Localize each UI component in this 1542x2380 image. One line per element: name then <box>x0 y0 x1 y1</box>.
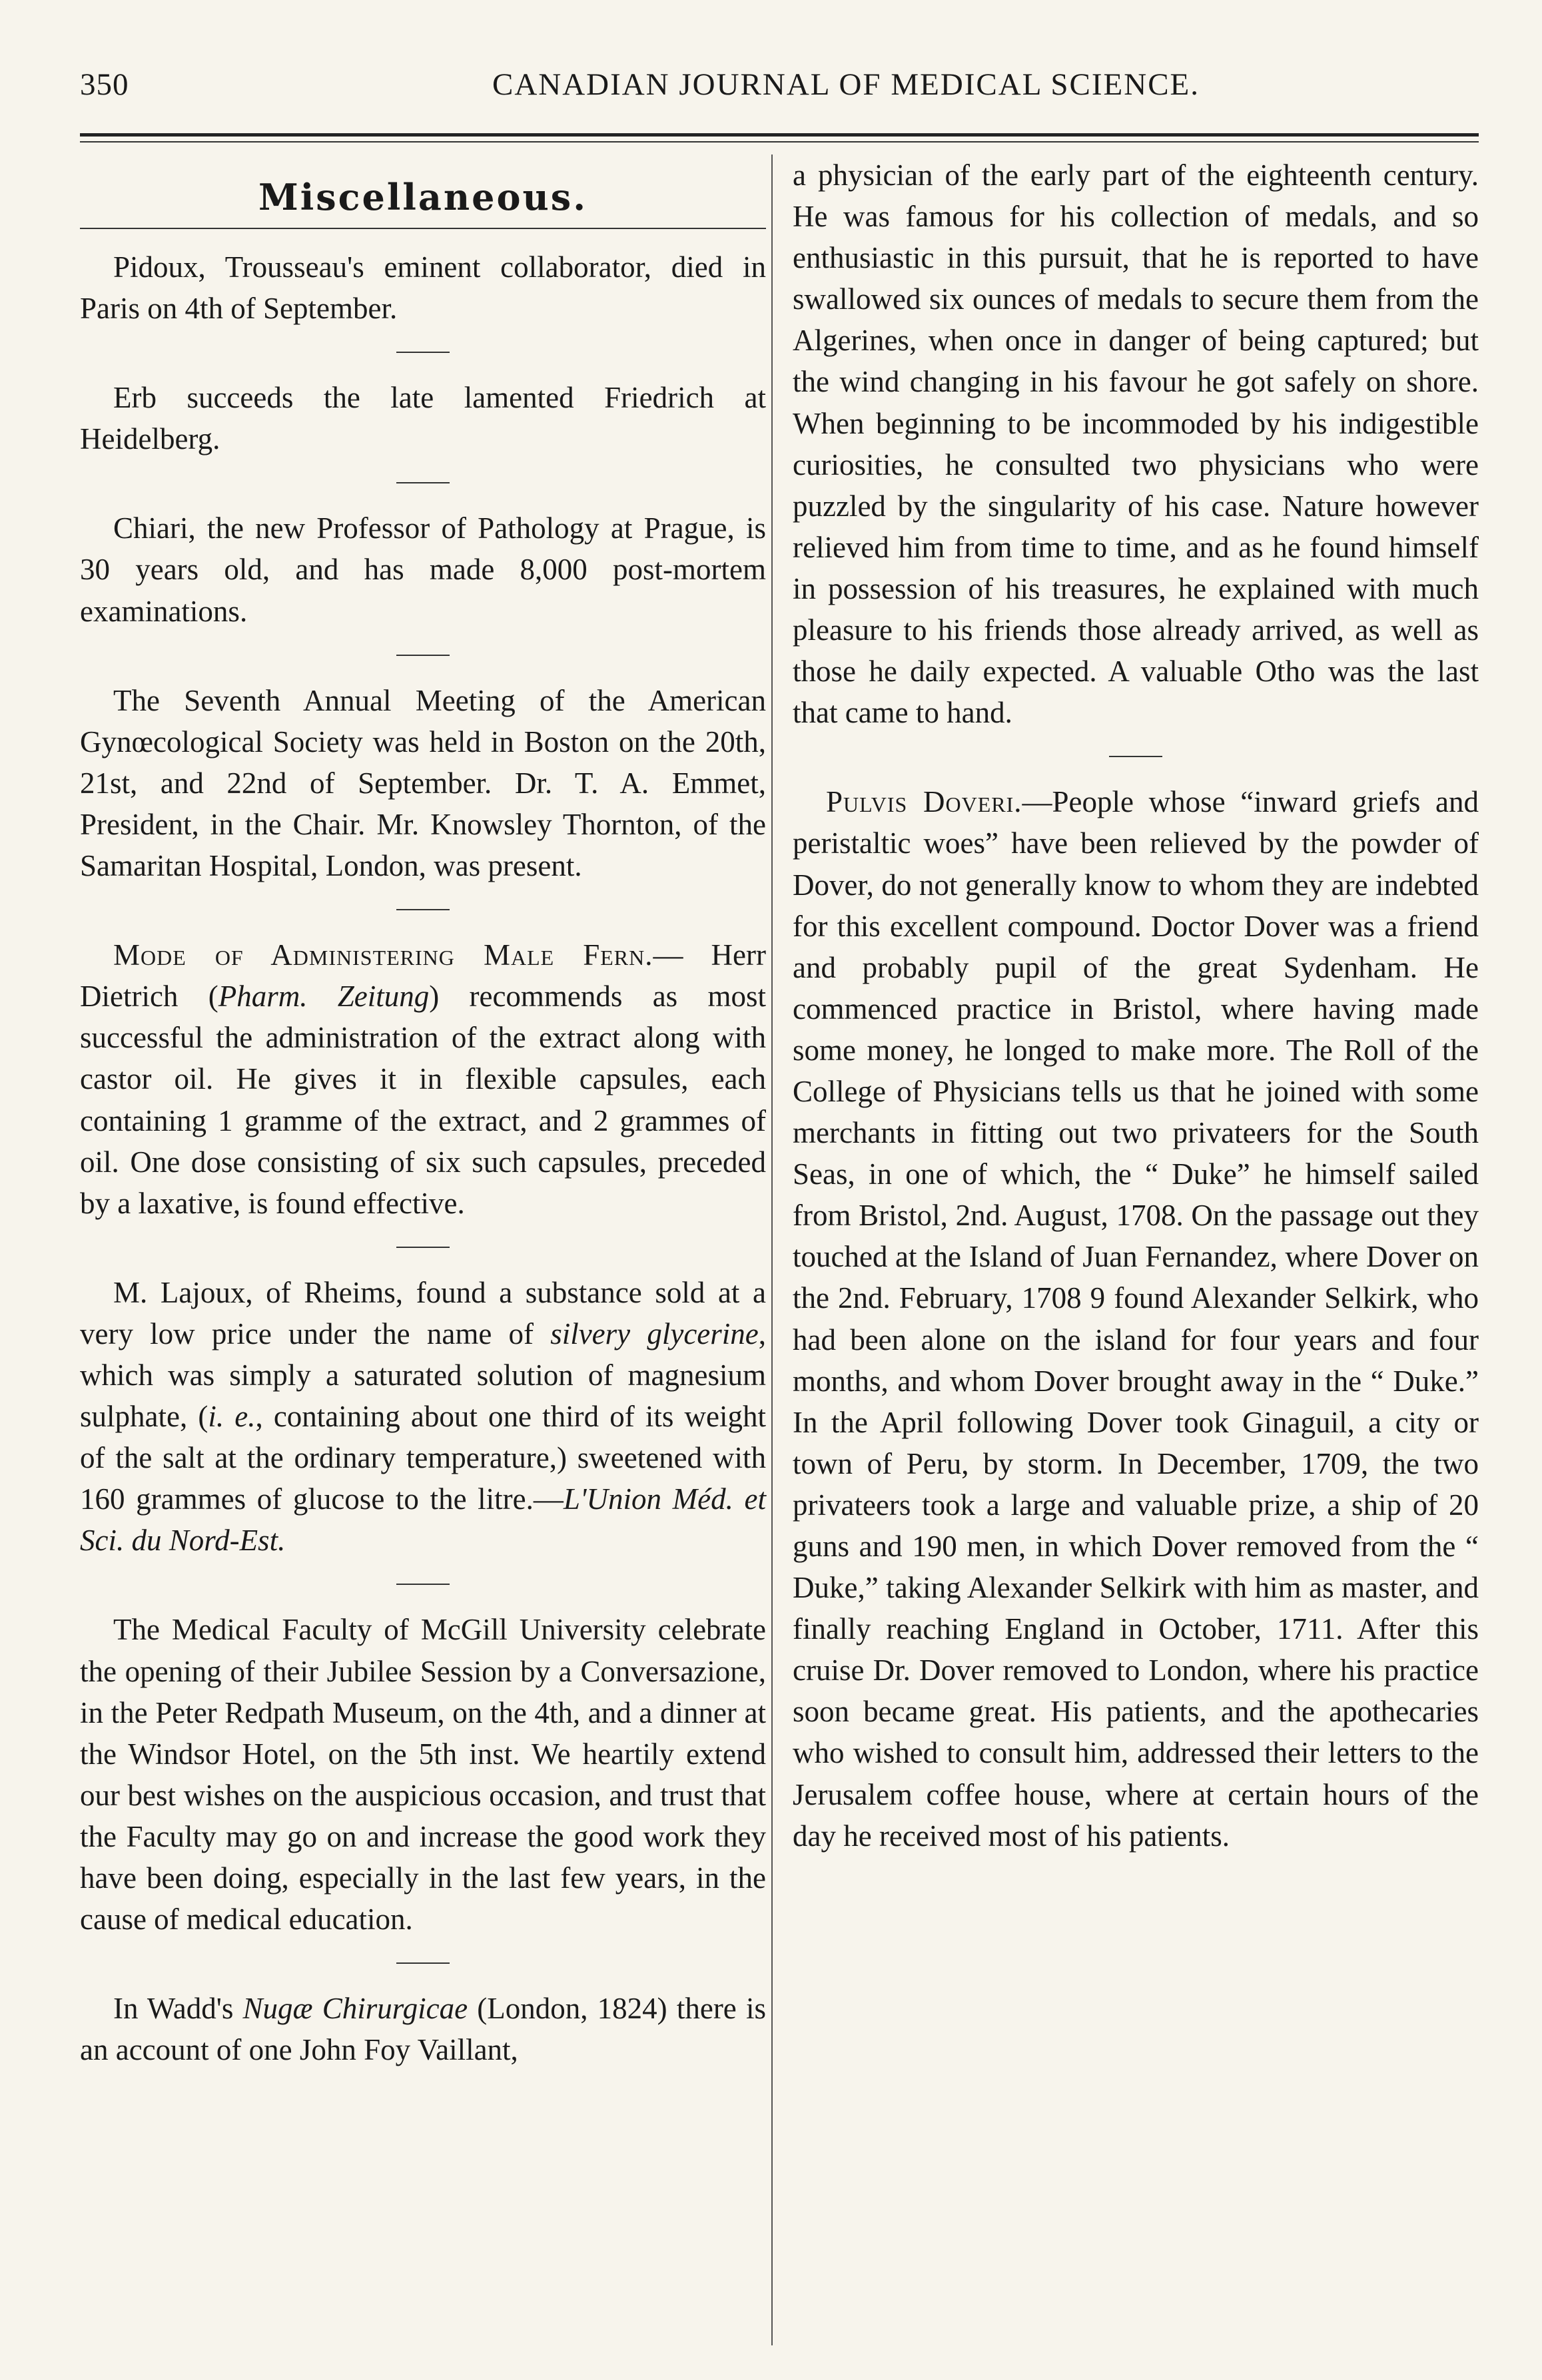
article-silvery-glycerine <box>80 1272 766 1562</box>
article-heading: Pulvis Doveri. <box>826 785 1022 819</box>
citation: Nugæ Chirurgicae <box>242 1992 468 2026</box>
news-item-gynaecological-society: The Seventh Annual Meeting of the American Gynœcological Society was held in Boston on the 20th, 21st, and 22nd of September. Dr. T. A. Emmet, President, in the Chair. Mr. Knowsley Thornton, of the Samaritan Hospital, London, was present. <box>80 683 766 883</box>
column-divider <box>771 154 773 2345</box>
article-vaillant-continued: a physician of the early part of the eighteenth century. He was famous for his collection of medals, and so enthusiastic in this pursuit, that he is reported to have swallowed six ounces of medals to secure them from the Algerines, when once in danger of being captured; but the wind changing in his favour he got safely on shore. When beginning to be incommoded by his indigestible curiosities, he consulted two physicians who were puzzled by the singularity of his case. Nature however relieved him from time to time, and as he found himself in possession of his treasures, he explained with much pleasure to his friends those already arrived, as well as those he daily expected. A valuable Otho was the last that came to hand. <box>793 158 1479 730</box>
article-text: —People whose “inward griefs and peristaltic woes” have been relieved by the powder of Dover, do not generally know to whom they are indebted for this excellent compound. Doctor Dover was a friend and probably pupil of the great Sydenham. He commenced practice in Bristol, where having made some money, he longed to make more. The Roll of the College of Physicians tells us that he joined with some merchants in fitting out two privateers for the South Seas, in one of which, the “ Duke” he himself sailed from Bristol, 2nd. August, 1708. On the passage out they touched at the Island of Juan Fernandez, where Dover on the 2nd. February, 1708 9 found Alexander Selkirk, who had been alone on the island for four years and four months, and whom Dover brought away in the “ Duke.” In the April following Dover took Ginaguil, a city or town of Peru, by storm. In December, 1709, the two privateers took a large and valuable prize, a ship of 20 guns and 190 men, in which Dover removed from the “ Duke,” taking Alexander Selkirk with him as master, and finally reaching England in October, 1711. After this cruise Dr. Dover removed to London, where his practice soon became great. His patients, and the apothecaries who wished to consult him, addressed their letters to the Jerusalem coffee house, where at certain hours of the day he received most of his patients. <box>793 785 1479 1853</box>
article-text: ) recommends as most successful the administration of the extract along with castor oil. He gives it in flexible capsules, each containing 1 gramme of the extract, and 2 grammes of oil. One dose consisting of six such capsules, preceded by a laxative, is found effective. <box>80 980 766 1220</box>
article-text: (London, 1824) there is an account of one John Foy Vaillant, <box>80 1992 766 2067</box>
article-text: M. Lajoux, of Rheims, found a substance sold at a very low price under the name of <box>80 1275 766 1350</box>
left-column <box>80 154 766 2070</box>
separator <box>396 1247 450 1248</box>
header-rule-thick <box>80 133 1479 137</box>
article-text: In Wadd's <box>113 1992 243 2026</box>
separator <box>396 1962 450 1964</box>
journal-title: CANADIAN JOURNAL OF MEDICAL SCIENCE. <box>492 67 1200 102</box>
article-pulvis-doveri <box>793 781 1479 1856</box>
article-text: — Herr Dietrich ( <box>80 938 766 1014</box>
citation: Pharm. Zeitung <box>218 980 430 1014</box>
article-text: , containing about one third of its weight of the salt at the ordinary temperature,) sweetened with 160 grammes of glucose to the litre.— <box>80 1400 766 1516</box>
news-item-mcgill: The Medical Faculty of McGill University celebrate the opening of their Jubilee Session by a Conversazione, in the Peter Redpath Museum, on the 4th, and a dinner at the Windsor Hotel, on the 5th inst. We heartily extend our best wishes on the auspicious occasion, and trust that the Faculty may go on and increase the good work they have been doing, especially in the last few years, in the cause of medical education. <box>80 1613 766 1936</box>
news-item-erb: Erb succeeds the late lamented Friedrich at Heidelberg. <box>80 381 766 456</box>
section-title-rule <box>80 228 766 229</box>
header-rule-thin <box>80 141 1479 143</box>
separator <box>1109 756 1162 757</box>
news-item-chiari: Chiari, the new Professor of Pathology at Prague, is 30 years old, and has made 8,000 post-mortem examinations. <box>80 511 766 628</box>
separator <box>396 1584 450 1585</box>
article-text: , which was simply a saturated solution of magnesium sulphate, ( <box>80 1317 766 1434</box>
separator <box>396 909 450 910</box>
article-heading: Mode of Administering Male Fern. <box>113 938 653 972</box>
right-column <box>793 154 1479 1857</box>
running-header <box>80 67 1479 115</box>
citation: L'Union Méd. et Sci. du Nord-Est. <box>80 1482 766 1558</box>
emphasis: silvery glycerine <box>550 1317 759 1350</box>
article-male-fern <box>80 934 766 1224</box>
separator <box>396 352 450 353</box>
separator <box>396 655 450 656</box>
emphasis: i. e. <box>208 1400 256 1434</box>
article-vaillant-start <box>80 1988 766 2070</box>
news-item-pidoux: Pidoux, Trousseau's eminent collaborator, died in Paris on 4th of September. <box>80 250 766 326</box>
page-number: 350 <box>80 67 129 102</box>
separator <box>396 482 450 483</box>
section-title: Miscellaneous. <box>258 176 588 218</box>
